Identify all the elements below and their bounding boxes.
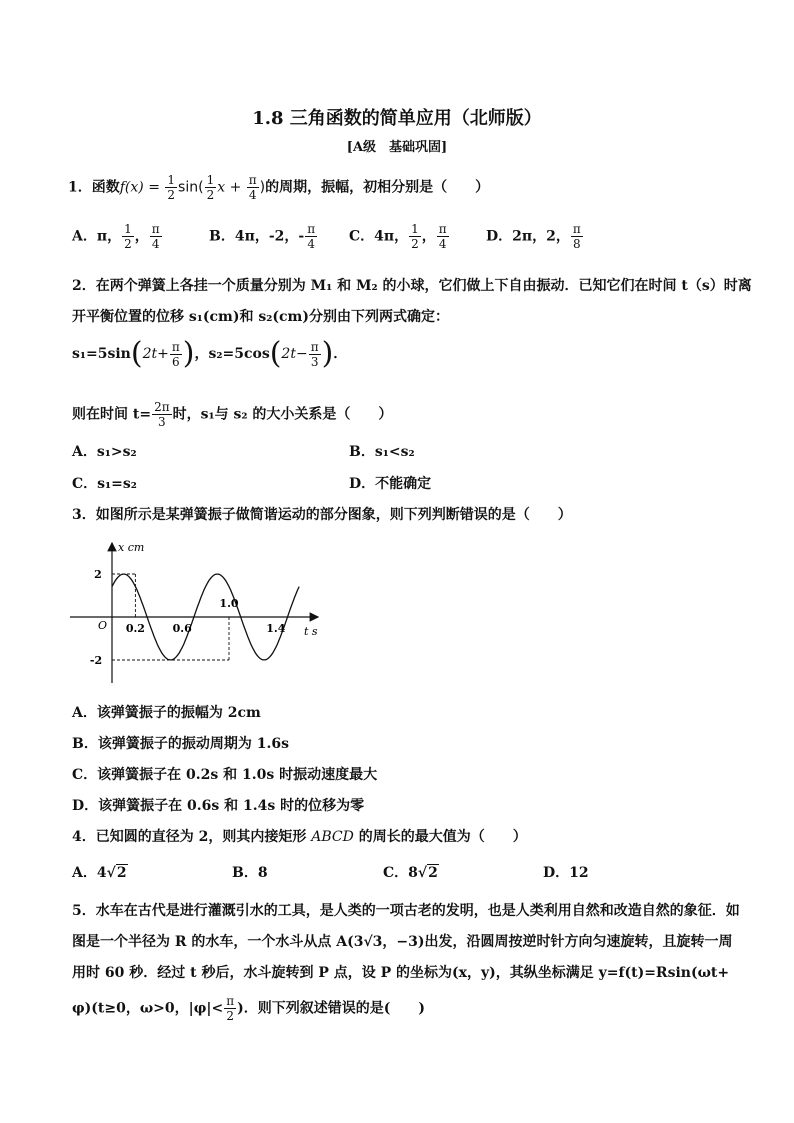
q4-option-c[interactable]: C．8√2 (383, 865, 438, 881)
q2-option-c[interactable]: C．s₁=s₂ (72, 476, 137, 492)
q4-option-b[interactable]: B．8 (232, 865, 268, 881)
q5-line4-den: 2 (226, 1009, 235, 1023)
q1-pi-den: 4 (248, 188, 257, 202)
q1-opt-a-d1: 2 (124, 237, 132, 251)
q2-s1-den: 6 (171, 354, 180, 369)
q5-stem-line3: 用时 60 秒．经过 t 秒后，水斗旋转到 P 点，设 P 的坐标为(x，y)，其纵坐标满足 y=f(t)=Rsin(ωt+ (72, 965, 730, 981)
x-tick-label-1.4: 1.4 (266, 622, 286, 635)
q2-question-line (72, 400, 392, 429)
q1-opt-a-n1: 1 (124, 222, 132, 236)
page-title: 1.8 三角函数的简单应用（北师版） (252, 108, 542, 129)
q1-sin: sin( (178, 179, 204, 196)
q1-opt-a-frac2 (150, 222, 162, 251)
q1-opt-c-n1: 1 (411, 222, 419, 236)
q5-line4-num: π (226, 994, 235, 1008)
q2-s2-num: π (310, 339, 319, 354)
q1-half-den: 2 (167, 188, 176, 202)
q2-option-a[interactable]: A．s₁>s₂ (72, 444, 137, 460)
q1-opt-b-text: B．4π，-2，- (209, 228, 305, 245)
q4-abcd: ABCD (311, 829, 354, 845)
q1-x-plus: x + (217, 179, 246, 196)
q1-prefix: 1．函数 (68, 179, 120, 196)
y-tick-label-2: 2 (94, 568, 102, 581)
q4-opt-c-radicand: 2 (428, 865, 438, 881)
q2-s1-num: π (171, 339, 180, 354)
q2-option-d[interactable]: D．不能确定 (349, 476, 432, 492)
q1-opt-d-text: D．2π，2， (486, 228, 570, 245)
q1-opt-a-sep: ， (134, 228, 149, 245)
q2-time-post: 时，s₁与 s₂ 的大小关系是（ ） (172, 406, 393, 423)
q1-option-a[interactable] (72, 222, 163, 251)
y-tick-label-neg2: -2 (89, 654, 103, 667)
q1-opt-c-frac2 (437, 222, 449, 251)
q1-opt-c-text: C．4π， (349, 228, 409, 245)
q2-paren-open-1: ( (130, 336, 143, 371)
q1-fx: f(x) (119, 179, 144, 196)
q1-option-d[interactable] (486, 222, 584, 251)
section-subtitle: [A级 基础巩固] (346, 140, 448, 155)
q1-opt-d-n: π (572, 222, 581, 236)
q1-opt-d-frac (571, 222, 583, 251)
q1-option-c[interactable] (349, 222, 450, 251)
x-axis-label: t s (304, 625, 318, 638)
q2-s1-label: s₁=5sin (72, 346, 131, 362)
q1-opt-d-d: 8 (573, 237, 581, 251)
q3-option-d[interactable]: D．该弹簧振子在 0.6s 和 1.4s 时的位移为零 (72, 798, 365, 814)
q2-option-b[interactable]: B．s₁<s₂ (349, 444, 415, 460)
q1-opt-a-frac1 (122, 222, 134, 251)
q4-option-a[interactable]: A．4√2 (72, 865, 127, 881)
q2-time-pre: 则在时间 t= (72, 406, 152, 423)
q4-stem-post: 的周长的最大值为（ ） (353, 829, 527, 845)
q2-paren-open-2: ( (269, 336, 282, 371)
q1-inner-den: 2 (206, 188, 215, 202)
q1-frac-inner (205, 173, 217, 202)
x-tick-label-1.0: 1.0 (219, 597, 239, 610)
q1-close: ) (259, 179, 266, 196)
q2-time-frac (152, 400, 172, 429)
x-tick-label-0.2: 0.2 (125, 622, 145, 635)
q1-eq: = (143, 179, 165, 196)
q1-opt-a-text: A．π， (72, 228, 122, 245)
q3-option-a[interactable]: A．该弹簧振子的振幅为 2cm (72, 705, 261, 721)
q5-line4-frac (224, 994, 236, 1023)
q2-formula-line (72, 336, 348, 371)
q5-stem-line4 (72, 994, 425, 1023)
q2-s1-inner: 2t+ (142, 346, 169, 362)
q1-frac-half (165, 173, 177, 202)
q1-pi-num: π (248, 173, 257, 187)
q1-inner-num: 1 (206, 173, 215, 187)
q2-s2-inner: 2t− (281, 346, 308, 362)
q2-time-den: 3 (158, 415, 166, 429)
q2-stem-line2: 开平衡位置的位移 s₁(cm)和 s₂(cm)分别由下列两式确定： (72, 309, 449, 325)
q2-s2-frac (309, 340, 321, 369)
q3-stem: 3．如图所示是某弹簧振子做简谐运动的部分图象，则下列判断错误的是（ ） (72, 507, 572, 523)
q3-option-c[interactable]: C．该弹簧振子在 0.2s 和 1.0s 时振动速度最大 (72, 767, 378, 783)
question-1-stem (68, 173, 489, 202)
q5-stem-line1: 5．水车在古代是进行灌溉引水的工具，是人类的一项古老的发明，也是人类利用自然和改造自然的象征．如 (72, 903, 740, 919)
q4-option-d[interactable]: D．12 (543, 865, 589, 881)
q1-opt-c-sep: ， (421, 228, 436, 245)
oscillation-graph (60, 535, 330, 690)
q2-stem-line1: 2．在两个弹簧上各挂一个质量分别为 M₁ 和 M₂ 的小球，它们做上下自由振动．已知它们在时间 t（s）时离 (72, 278, 752, 294)
q4-opt-c-text: C．8 (383, 865, 418, 881)
q5-line4-pre: φ)(t≥0，ω>0，|φ|< (72, 1000, 224, 1017)
q1-half-num: 1 (167, 173, 176, 187)
q2-paren-close-2: ) (321, 336, 334, 371)
q2-s2-den: 3 (310, 354, 319, 369)
q2-paren-close-1: ) (182, 336, 195, 371)
q3-option-b[interactable]: B．该弹簧振子的振动周期为 1.6s (72, 736, 289, 752)
q2-formula-end: ． (333, 346, 348, 362)
q1-opt-c-d2: 4 (438, 237, 447, 251)
q1-opt-b-frac (305, 222, 317, 251)
x-tick-label-0.6: 0.6 (172, 622, 192, 635)
q5-stem-line2: 图是一个半径为 R 的水车，一个水斗从点 A(3√3，−3)出发，沿圆周按逆时针方向匀速旋转，且旋转一周 (72, 934, 733, 950)
q1-suffix: 的周期，振幅，初相分别是（ ） (265, 179, 490, 196)
q1-frac-pi (247, 173, 259, 202)
q4-opt-a-radicand: 2 (116, 865, 127, 881)
q1-opt-b-d: 4 (307, 237, 315, 251)
q5-line4-post: )．则下列叙述错误的是( ) (237, 1000, 426, 1017)
q4-stem (72, 826, 527, 846)
q1-opt-a-n2: π (151, 222, 160, 236)
origin-label: O (98, 619, 108, 632)
q1-opt-c-d1: 2 (411, 237, 419, 251)
q1-option-b[interactable] (209, 222, 318, 251)
q2-s1-frac (170, 340, 182, 369)
q1-opt-a-d2: 4 (151, 237, 160, 251)
q1-opt-c-frac1 (409, 222, 421, 251)
y-axis-label: x cm (118, 541, 145, 554)
q2-time-num: 2π (154, 400, 170, 414)
q4-stem-pre: 4．已知圆的直径为 2，则其内接矩形 (72, 829, 312, 845)
q2-s2-label: ，s₂=5cos (194, 346, 270, 362)
q1-opt-c-n2: π (438, 222, 447, 236)
q4-opt-a-text: A．4 (72, 865, 107, 881)
q1-opt-b-n: π (307, 222, 316, 236)
